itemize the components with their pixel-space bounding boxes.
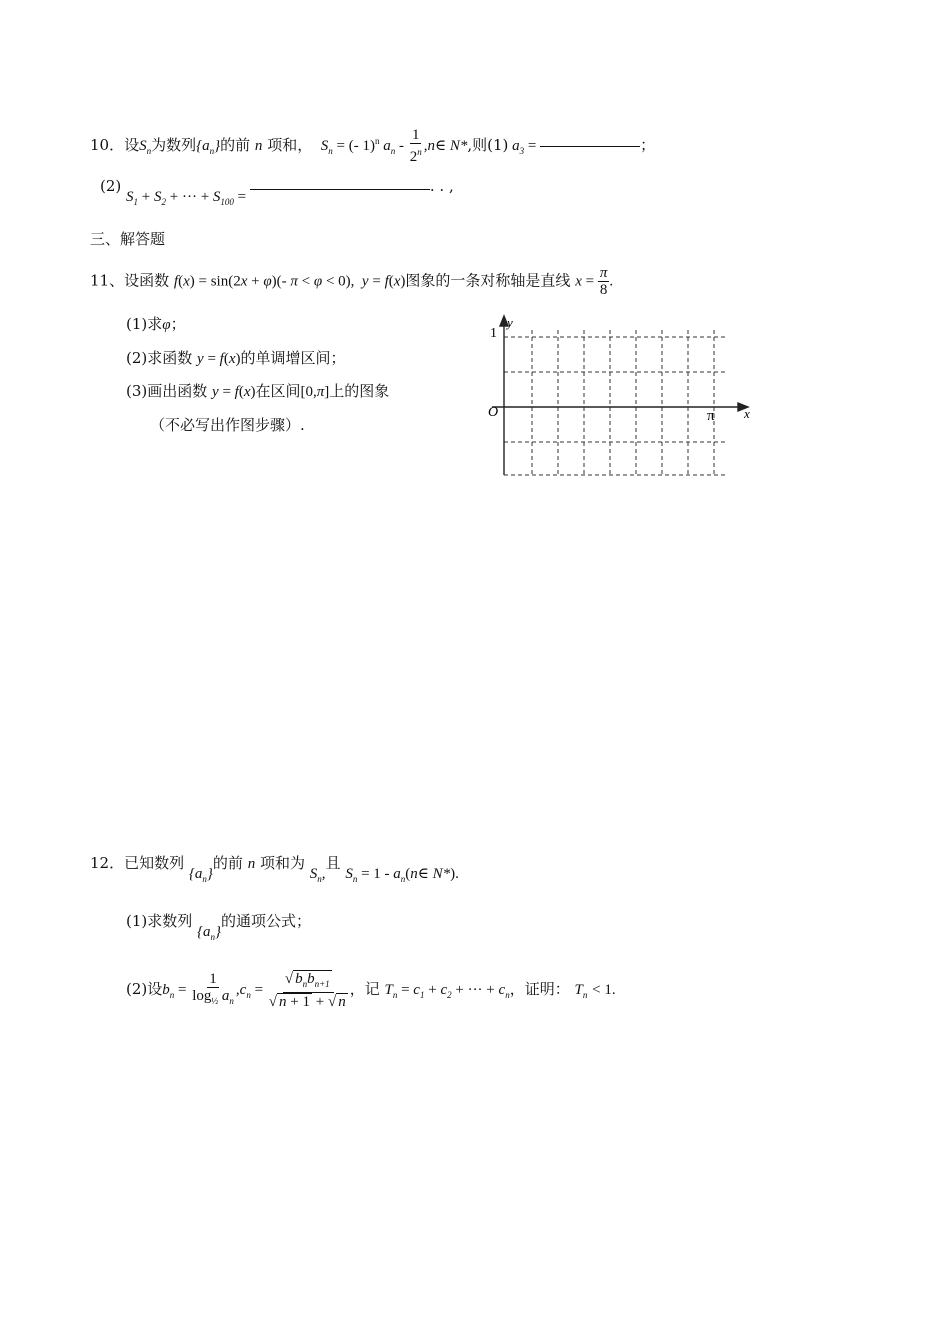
q11-number: 11、 (90, 271, 125, 290)
q10-part2-label: (2) (100, 177, 122, 195)
x-axis-label: x (744, 406, 750, 421)
q11-note: （不必写出作图步骤）. (150, 416, 305, 434)
y-axis-label: y (507, 315, 513, 330)
q10-answer-blank-1[interactable] (540, 146, 640, 147)
coordinate-grid (478, 310, 763, 485)
tick-label-pi: π (707, 408, 715, 424)
q12-number: 12． (90, 854, 125, 872)
section-title: 三、解答题 (90, 230, 166, 248)
origin-label: O (488, 405, 499, 420)
q10-answer-blank-2[interactable] (250, 189, 430, 190)
q11-part3: (3)画出函数 y = f(x)在区间[0,π]上的图象 (126, 382, 390, 400)
q10-line1: 10．设$S_n$为数列$\{a_n\}$的前 n 项和， $S_n$ = (- 1)$^n$ $a_n$ - $\frac{1}{2^n}$ ,n∈ N*,则(1) $a_3$ = ； (90, 127, 656, 165)
q12-part2: (2)设$b_n$ = $\frac{1}{\log_{\frac{1}{2}} a_n}$ $,c_n$ = $\frac{√ b_nb_{n+1}}{√ n + 1 + √ n}$ ，记 $T_n = c_1 + c_2$ + ··· + $c_n$，证明： $T_n < 1$. (126, 971, 616, 1010)
q10-line2: (2) $S_1 + S_2$ + ··· + $S_{100}$ = . . , (100, 177, 454, 207)
q12-part1: (1)求数列 $\{a_n\}$的通项公式； (126, 912, 312, 942)
tick-label-one: 1 (490, 326, 497, 341)
q11-part2: (2)求函数 y = f(x)的单调增区间； (126, 349, 346, 367)
q12-line1: 12．已知数列 $\{a_n\}$的前 n 项和为 $S_n$,且 $S_n = 1$ - $a_n(n\in$ N*). (90, 854, 459, 884)
q10-number: 10． (90, 136, 125, 154)
q11-line1: 11、设函数 f(x) = sin(2x + φ)(- π < φ < 0), y = f(x)图象的一条对称轴是直线 x = $\frac{\pi}{8}$ . (90, 265, 614, 298)
q11-part1: (1)求φ； (126, 315, 186, 333)
